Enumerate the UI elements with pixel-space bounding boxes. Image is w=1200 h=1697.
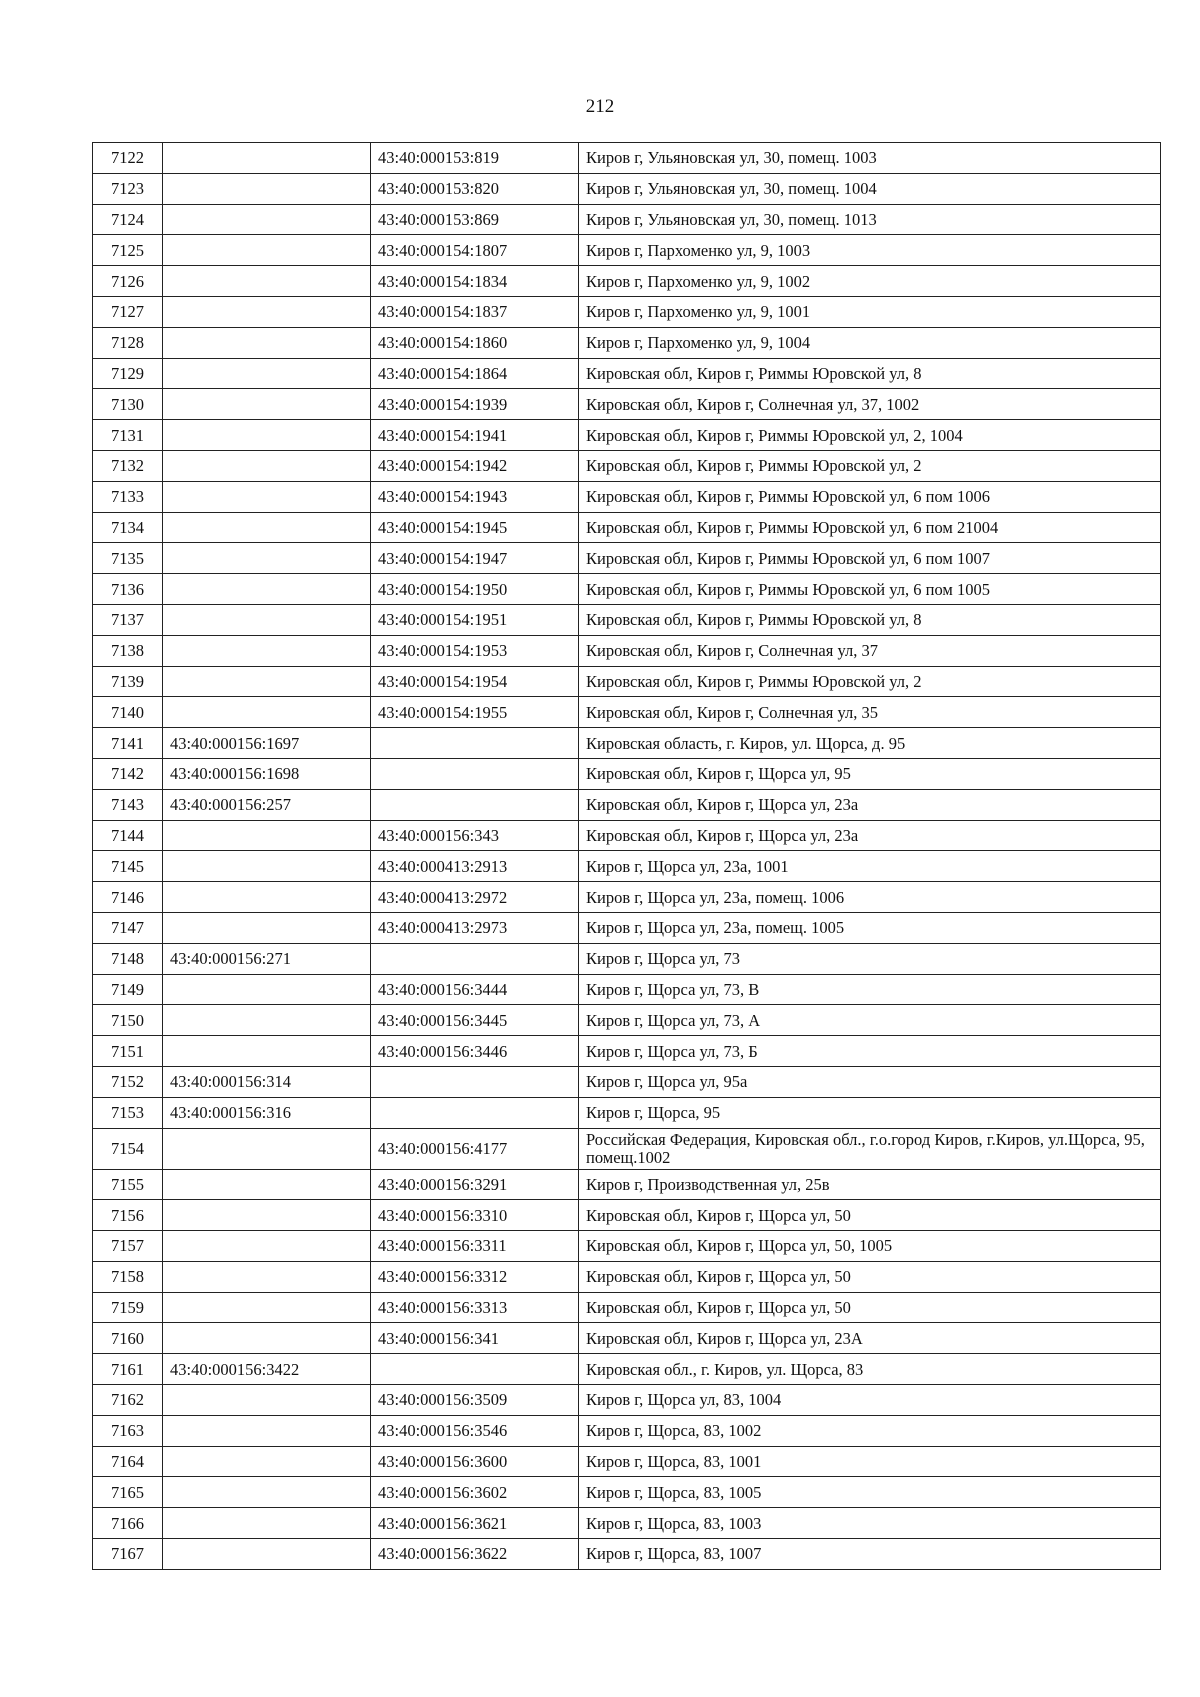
cadastral-number-parcel — [163, 143, 371, 174]
cadastral-number-parcel — [163, 697, 371, 728]
address: Киров г, Щорса ул, 73, В — [579, 974, 1161, 1005]
table-row — [93, 635, 1161, 666]
address: Киров г, Ульяновская ул, 30, помещ. 1013 — [579, 204, 1161, 235]
cadastral-number-object: 43:40:000156:3313 — [371, 1292, 579, 1323]
table-row — [93, 1415, 1161, 1446]
address: Кировская область, г. Киров, ул. Щорса, д. 95 — [579, 728, 1161, 759]
cadastral-number-object: 43:40:000156:3291 — [371, 1169, 579, 1200]
cadastral-number-parcel — [163, 912, 371, 943]
address: Киров г, Щорса ул, 73, Б — [579, 1036, 1161, 1067]
table-row — [93, 173, 1161, 204]
cadastral-number-object: 43:40:000153:819 — [371, 143, 579, 174]
cadastral-number-object: 43:40:000413:2972 — [371, 882, 579, 913]
cadastral-number-object: 43:40:000156:3621 — [371, 1508, 579, 1539]
address: Киров г, Ульяновская ул, 30, помещ. 1004 — [579, 173, 1161, 204]
cadastral-number-object: 43:40:000154:1837 — [371, 296, 579, 327]
cadastral-number-parcel — [163, 235, 371, 266]
table-row — [93, 1005, 1161, 1036]
table-row — [93, 1385, 1161, 1416]
address: Кировская обл, Киров г, Щорса ул, 23а — [579, 820, 1161, 851]
row-number: 7141 — [93, 728, 163, 759]
row-number: 7160 — [93, 1323, 163, 1354]
cadastral-number-parcel — [163, 604, 371, 635]
cadastral-number-parcel — [163, 820, 371, 851]
row-number: 7150 — [93, 1005, 163, 1036]
registry-table — [92, 142, 1161, 1570]
address: Российская Федерация, Кировская обл., г.о.город Киров, г.Киров, ул.Щорса, 95, помещ.1002 — [579, 1128, 1161, 1169]
row-number: 7148 — [93, 943, 163, 974]
address: Кировская обл, Киров г, Риммы Юровской ул, 2 — [579, 666, 1161, 697]
address: Киров г, Щорса, 95 — [579, 1097, 1161, 1128]
cadastral-number-parcel — [163, 266, 371, 297]
table-row — [93, 882, 1161, 913]
address: Киров г, Щорса, 83, 1005 — [579, 1477, 1161, 1508]
row-number: 7145 — [93, 851, 163, 882]
row-number: 7122 — [93, 143, 163, 174]
cadastral-number-parcel — [163, 173, 371, 204]
cadastral-number-parcel: 43:40:000156:1698 — [163, 758, 371, 789]
cadastral-number-parcel — [163, 1261, 371, 1292]
row-number: 7159 — [93, 1292, 163, 1323]
table-row — [93, 296, 1161, 327]
table-row — [93, 358, 1161, 389]
row-number: 7140 — [93, 697, 163, 728]
cadastral-number-parcel — [163, 1169, 371, 1200]
cadastral-number-object: 43:40:000154:1939 — [371, 389, 579, 420]
address: Кировская обл, Киров г, Риммы Юровской ул, 6 пом 1005 — [579, 574, 1161, 605]
row-number: 7152 — [93, 1066, 163, 1097]
row-number: 7163 — [93, 1415, 163, 1446]
cadastral-number-parcel — [163, 296, 371, 327]
cadastral-number-object — [371, 1354, 579, 1385]
cadastral-number-parcel — [163, 1005, 371, 1036]
cadastral-number-parcel: 43:40:000156:1697 — [163, 728, 371, 759]
row-number: 7128 — [93, 327, 163, 358]
table-row — [93, 912, 1161, 943]
cadastral-number-object: 43:40:000156:3445 — [371, 1005, 579, 1036]
cadastral-number-parcel — [163, 1128, 371, 1169]
address: Кировская обл, Киров г, Щорса ул, 23А — [579, 1323, 1161, 1354]
row-number: 7157 — [93, 1231, 163, 1262]
cadastral-number-parcel — [163, 635, 371, 666]
address: Кировская обл, Киров г, Риммы Юровской ул, 6 пом 1006 — [579, 481, 1161, 512]
address: Киров г, Щорса, 83, 1001 — [579, 1446, 1161, 1477]
row-number: 7135 — [93, 543, 163, 574]
cadastral-number-object — [371, 943, 579, 974]
cadastral-number-object: 43:40:000156:3444 — [371, 974, 579, 1005]
cadastral-number-parcel — [163, 1477, 371, 1508]
cadastral-number-parcel — [163, 1539, 371, 1570]
address: Киров г, Щорса, 83, 1003 — [579, 1508, 1161, 1539]
address: Киров г, Щорса ул, 95а — [579, 1066, 1161, 1097]
table-row — [93, 758, 1161, 789]
table-row — [93, 974, 1161, 1005]
cadastral-number-parcel — [163, 327, 371, 358]
table-row — [93, 728, 1161, 759]
cadastral-number-parcel — [163, 1508, 371, 1539]
row-number: 7166 — [93, 1508, 163, 1539]
address: Киров г, Щорса ул, 83, 1004 — [579, 1385, 1161, 1416]
row-number: 7139 — [93, 666, 163, 697]
row-number: 7151 — [93, 1036, 163, 1067]
row-number: 7149 — [93, 974, 163, 1005]
cadastral-number-parcel — [163, 512, 371, 543]
table-row — [93, 1292, 1161, 1323]
cadastral-number-parcel: 43:40:000156:316 — [163, 1097, 371, 1128]
row-number: 7124 — [93, 204, 163, 235]
cadastral-number-parcel — [163, 389, 371, 420]
cadastral-number-object: 43:40:000156:4177 — [371, 1128, 579, 1169]
table-row — [93, 1261, 1161, 1292]
row-number: 7162 — [93, 1385, 163, 1416]
table-row — [93, 1066, 1161, 1097]
row-number: 7127 — [93, 296, 163, 327]
cadastral-number-parcel — [163, 1231, 371, 1262]
cadastral-number-object: 43:40:000156:3622 — [371, 1539, 579, 1570]
cadastral-number-parcel — [163, 1292, 371, 1323]
address: Киров г, Щорса ул, 23а, помещ. 1006 — [579, 882, 1161, 913]
cadastral-number-parcel — [163, 1200, 371, 1231]
cadastral-number-parcel — [163, 1385, 371, 1416]
registry-table-body — [93, 143, 1161, 1570]
cadastral-number-parcel — [163, 974, 371, 1005]
cadastral-number-object: 43:40:000156:3602 — [371, 1477, 579, 1508]
table-row — [93, 327, 1161, 358]
row-number: 7130 — [93, 389, 163, 420]
address: Киров г, Щорса, 83, 1002 — [579, 1415, 1161, 1446]
cadastral-number-object: 43:40:000154:1943 — [371, 481, 579, 512]
cadastral-number-object: 43:40:000154:1860 — [371, 327, 579, 358]
cadastral-number-object: 43:40:000154:1955 — [371, 697, 579, 728]
row-number: 7161 — [93, 1354, 163, 1385]
address: Киров г, Пархоменко ул, 9, 1002 — [579, 266, 1161, 297]
table-row — [93, 204, 1161, 235]
table-row — [93, 1354, 1161, 1385]
row-number: 7131 — [93, 420, 163, 451]
address: Киров г, Пархоменко ул, 9, 1001 — [579, 296, 1161, 327]
page-number: 212 — [585, 96, 615, 117]
row-number: 7134 — [93, 512, 163, 543]
cadastral-number-object: 43:40:000156:3446 — [371, 1036, 579, 1067]
table-row — [93, 1477, 1161, 1508]
row-number: 7136 — [93, 574, 163, 605]
address: Кировская обл, Киров г, Щорса ул, 50, 1005 — [579, 1231, 1161, 1262]
cadastral-number-object — [371, 1066, 579, 1097]
cadastral-number-object: 43:40:000154:1950 — [371, 574, 579, 605]
address: Киров г, Щорса, 83, 1007 — [579, 1539, 1161, 1570]
cadastral-number-parcel — [163, 204, 371, 235]
table-row — [93, 1097, 1161, 1128]
table-row — [93, 574, 1161, 605]
address: Кировская обл, Киров г, Риммы Юровской ул, 6 пом 1007 — [579, 543, 1161, 574]
address: Кировская обл, Киров г, Щорса ул, 23а — [579, 789, 1161, 820]
table-row — [93, 389, 1161, 420]
table-row — [93, 1539, 1161, 1570]
row-number: 7167 — [93, 1539, 163, 1570]
cadastral-number-object: 43:40:000153:869 — [371, 204, 579, 235]
cadastral-number-object: 43:40:000154:1834 — [371, 266, 579, 297]
address: Кировская обл, Киров г, Щорса ул, 95 — [579, 758, 1161, 789]
address: Кировская обл, Киров г, Риммы Юровской ул, 2 — [579, 450, 1161, 481]
cadastral-number-object: 43:40:000156:3509 — [371, 1385, 579, 1416]
cadastral-number-object: 43:40:000156:3600 — [371, 1446, 579, 1477]
table-row — [93, 1036, 1161, 1067]
table-row — [93, 1446, 1161, 1477]
table-row — [93, 1323, 1161, 1354]
cadastral-number-parcel — [163, 420, 371, 451]
cadastral-number-object: 43:40:000154:1941 — [371, 420, 579, 451]
cadastral-number-parcel — [163, 481, 371, 512]
cadastral-number-parcel — [163, 882, 371, 913]
cadastral-number-object: 43:40:000154:1864 — [371, 358, 579, 389]
table-row — [93, 143, 1161, 174]
row-number: 7153 — [93, 1097, 163, 1128]
address: Кировская обл, Киров г, Щорса ул, 50 — [579, 1200, 1161, 1231]
address: Киров г, Щорса ул, 23а, помещ. 1005 — [579, 912, 1161, 943]
table-row — [93, 235, 1161, 266]
cadastral-number-object: 43:40:000156:3311 — [371, 1231, 579, 1262]
table-row — [93, 666, 1161, 697]
cadastral-number-parcel — [163, 1415, 371, 1446]
cadastral-number-parcel — [163, 1036, 371, 1067]
cadastral-number-object: 43:40:000413:2973 — [371, 912, 579, 943]
cadastral-number-object: 43:40:000153:820 — [371, 173, 579, 204]
row-number: 7137 — [93, 604, 163, 635]
row-number: 7123 — [93, 173, 163, 204]
table-row — [93, 1231, 1161, 1262]
table-row — [93, 420, 1161, 451]
cadastral-number-object: 43:40:000154:1942 — [371, 450, 579, 481]
row-number: 7125 — [93, 235, 163, 266]
cadastral-number-object — [371, 728, 579, 759]
row-number: 7154 — [93, 1128, 163, 1169]
row-number: 7165 — [93, 1477, 163, 1508]
cadastral-number-object: 43:40:000154:1954 — [371, 666, 579, 697]
cadastral-number-object — [371, 1097, 579, 1128]
address: Кировская обл, Киров г, Щорса ул, 50 — [579, 1261, 1161, 1292]
address: Кировская обл, Киров г, Риммы Юровской ул, 8 — [579, 604, 1161, 635]
cadastral-number-object: 43:40:000156:343 — [371, 820, 579, 851]
cadastral-number-object: 43:40:000154:1947 — [371, 543, 579, 574]
cadastral-number-object: 43:40:000154:1807 — [371, 235, 579, 266]
row-number: 7129 — [93, 358, 163, 389]
row-number: 7133 — [93, 481, 163, 512]
row-number: 7142 — [93, 758, 163, 789]
cadastral-number-parcel — [163, 1446, 371, 1477]
cadastral-number-object: 43:40:000156:3310 — [371, 1200, 579, 1231]
address: Киров г, Производственная ул, 25в — [579, 1169, 1161, 1200]
table-row — [93, 512, 1161, 543]
table-row — [93, 450, 1161, 481]
table-row — [93, 851, 1161, 882]
cadastral-number-parcel — [163, 358, 371, 389]
table-row — [93, 1169, 1161, 1200]
address: Киров г, Щорса ул, 73, А — [579, 1005, 1161, 1036]
address: Киров г, Щорса ул, 73 — [579, 943, 1161, 974]
table-row — [93, 820, 1161, 851]
row-number: 7138 — [93, 635, 163, 666]
cadastral-number-object: 43:40:000154:1945 — [371, 512, 579, 543]
address: Киров г, Пархоменко ул, 9, 1003 — [579, 235, 1161, 266]
address: Кировская обл, Киров г, Риммы Юровской ул, 6 пом 21004 — [579, 512, 1161, 543]
cadastral-number-parcel — [163, 666, 371, 697]
row-number: 7156 — [93, 1200, 163, 1231]
cadastral-number-object: 43:40:000156:341 — [371, 1323, 579, 1354]
cadastral-number-parcel: 43:40:000156:271 — [163, 943, 371, 974]
cadastral-number-parcel: 43:40:000156:3422 — [163, 1354, 371, 1385]
cadastral-number-object: 43:40:000413:2913 — [371, 851, 579, 882]
cadastral-number-object — [371, 758, 579, 789]
table-row — [93, 697, 1161, 728]
cadastral-number-object: 43:40:000156:3312 — [371, 1261, 579, 1292]
table-row — [93, 943, 1161, 974]
cadastral-number-parcel — [163, 450, 371, 481]
address: Кировская обл, Киров г, Солнечная ул, 37 — [579, 635, 1161, 666]
cadastral-number-parcel — [163, 574, 371, 605]
table-row — [93, 1128, 1161, 1169]
address: Кировская обл, Киров г, Солнечная ул, 37, 1002 — [579, 389, 1161, 420]
cadastral-number-object — [371, 789, 579, 820]
address: Киров г, Щорса ул, 23а, 1001 — [579, 851, 1161, 882]
row-number: 7132 — [93, 450, 163, 481]
row-number: 7158 — [93, 1261, 163, 1292]
cadastral-number-parcel — [163, 1323, 371, 1354]
row-number: 7146 — [93, 882, 163, 913]
table-row — [93, 604, 1161, 635]
row-number: 7144 — [93, 820, 163, 851]
row-number: 7155 — [93, 1169, 163, 1200]
address: Киров г, Пархоменко ул, 9, 1004 — [579, 327, 1161, 358]
address: Кировская обл, Киров г, Риммы Юровской ул, 2, 1004 — [579, 420, 1161, 451]
cadastral-number-parcel: 43:40:000156:257 — [163, 789, 371, 820]
table-row — [93, 481, 1161, 512]
address: Киров г, Ульяновская ул, 30, помещ. 1003 — [579, 143, 1161, 174]
row-number: 7143 — [93, 789, 163, 820]
cadastral-number-object: 43:40:000156:3546 — [371, 1415, 579, 1446]
table-row — [93, 266, 1161, 297]
address: Кировская обл, Киров г, Риммы Юровской ул, 8 — [579, 358, 1161, 389]
address: Кировская обл., г. Киров, ул. Щорса, 83 — [579, 1354, 1161, 1385]
row-number: 7126 — [93, 266, 163, 297]
row-number: 7147 — [93, 912, 163, 943]
table-row — [93, 1508, 1161, 1539]
table-row — [93, 789, 1161, 820]
address: Кировская обл, Киров г, Щорса ул, 50 — [579, 1292, 1161, 1323]
cadastral-number-object: 43:40:000154:1951 — [371, 604, 579, 635]
cadastral-number-object: 43:40:000154:1953 — [371, 635, 579, 666]
cadastral-number-parcel — [163, 543, 371, 574]
cadastral-number-parcel — [163, 851, 371, 882]
cadastral-number-parcel: 43:40:000156:314 — [163, 1066, 371, 1097]
table-row — [93, 543, 1161, 574]
row-number: 7164 — [93, 1446, 163, 1477]
table-row — [93, 1200, 1161, 1231]
address: Кировская обл, Киров г, Солнечная ул, 35 — [579, 697, 1161, 728]
